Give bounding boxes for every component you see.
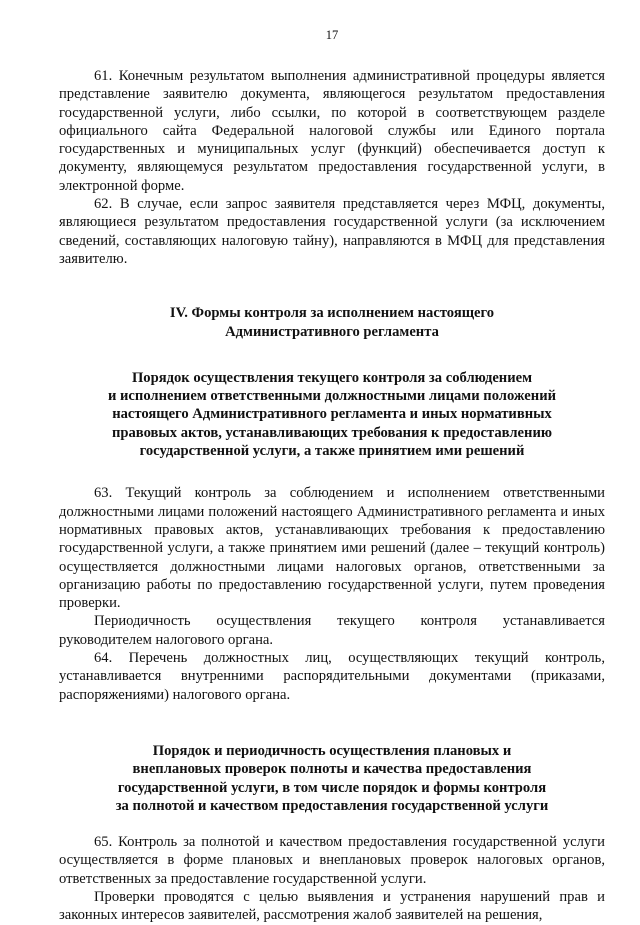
subheading-line: и исполнением ответственными должностными лицами положений [107,388,557,405]
paragraph-64: 64. Перечень должностных лиц, осуществляющих текущий контроль, устанавливается внутренними распорядительными документами (приказами, распоряжениями) налогового органа. [59,650,605,703]
page-number: 17 [325,28,339,42]
subheading-line: внеплановых проверок полноты и качества предоставления [132,761,532,778]
paragraph-inspections-purpose: Проверки проводятся с целью выявления и устранения нарушений прав и законных интересов заявителей, рассмотрения жалоб заявителей на решения, [59,888,605,924]
subheading-line: правовых актов, устанавливающих требования к предоставлению [111,424,553,441]
section-heading-line: Административного регламента [225,323,439,340]
paragraph-65: 65. Контроль за полнотой и качеством предоставления государственной услуги осуществляется в форме плановых и внеплановых проверок налоговых органов, ответственных за предоставление государственной услуги. [59,834,605,887]
paragraph-periodicity: Периодичность осуществления текущего контроля устанавливается руководителем налогового органа. [59,613,605,648]
section-heading [59,304,605,341]
subheading-line: государственной услуги, в том числе порядок и формы контроля [117,779,547,796]
spacer [59,268,605,304]
spacer [59,460,605,484]
subheading-current-control [59,369,605,460]
subheading-line: Порядок и периодичность осуществления плановых и [152,742,512,759]
section-heading-line: IV. Формы контроля за исполнением настоящего [169,305,495,322]
paragraph-62: 62. В случае, если запрос заявителя представляется через МФЦ, документы, являющиеся результатом предоставления государственной услуги (за исключением сведений, составляющих налоговую тайну), направляются в МФЦ для представления заявителю. [59,196,605,267]
spacer [59,704,605,742]
spacer [59,815,605,833]
subheading-line: Порядок осуществления текущего контроля за соблюдением [131,369,533,386]
subheading-line: государственной услуги, а также принятием ими решений [139,443,525,460]
paragraph-61: 61. Конечным результатом выполнения административной процедуры является представление заявителю документа, являющегося результатом предоставления государственной услуги, либо ссылки, по которой в соответствующем разделе официального сайта Федеральной налоговой службы или Единого портала государственных и муниципальных услуг (функций) обеспечивается доступ к документу, являющемуся результатом предоставления государственной услуги, в электронной форме. [59,68,605,194]
subheading-line: настоящего Административного регламента и иных нормативных [112,406,552,423]
spacer [59,341,605,369]
paragraph-63: 63. Текущий контроль за соблюдением и исполнением ответственными должностными лицами положений настоящего Административного регламента и иных нормативных правовых актов, устанавливающих требования к предоставлению государственной услуги, а также принятием ими решений (далее – текущий контроль) осуществляется должностными лицами налоговых органов, ответственными за организацию работы по предоставлению государственной услуги, путем проведения проверки. [59,485,605,612]
subheading-line: за полнотой и качеством предоставления государственной услуги [115,797,549,814]
subheading-inspections [59,742,605,815]
